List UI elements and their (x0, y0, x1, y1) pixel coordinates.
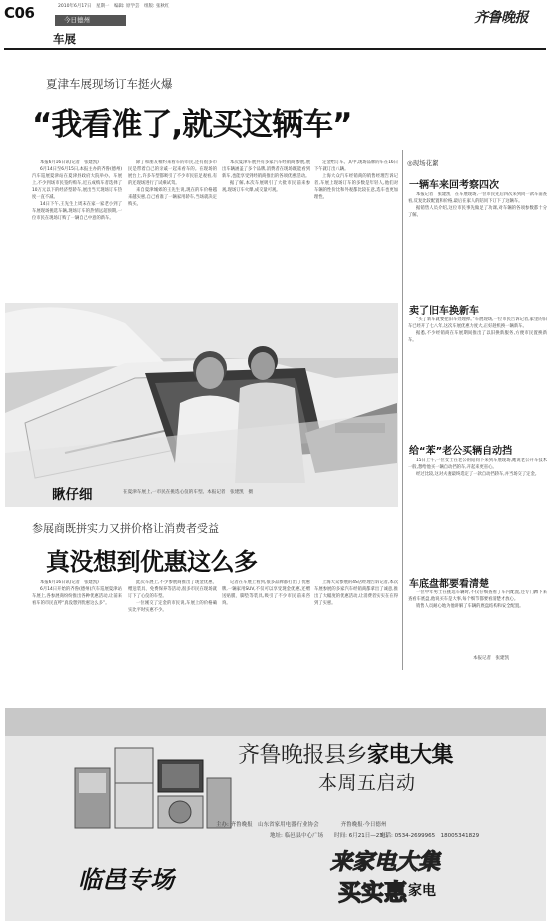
sidebar-paragraph: 据销售人员介绍,这位市民事先做足了功课,对车辆的各项参数都十分了解。 (408, 206, 547, 219)
sidebar-headline: 一辆车来回考察四次 (409, 180, 499, 191)
ad-title (238, 738, 453, 769)
masthead-logo: 齐鲁晚报 (474, 10, 528, 26)
ad-organizers: 主办: 齐鲁晚报 山东省家用电器行业协会 齐鲁晚报·今日德州 (216, 822, 387, 828)
sidebar-paragraph: 本报记者 张建凯 在车展现场,一位市民先后四次来到同一款车前查看,反复比较配置和价格,最后在家人的陪同下订下了这辆车。 (408, 192, 547, 204)
story1-subhead: 夏津车展现场订车挺火爆 (46, 77, 173, 91)
story1-paragraph: 定金给订车。其中,现场品牌的车在16日下午就订出八辆。 (314, 160, 398, 172)
ad-slogan-line2: 买实惠 (338, 880, 407, 906)
story2-paragraph: 上海大众参展的4S店经理告诉记者,本次车展参展的多家汽车经销商都拿出了诚意,推出了大幅度的优惠活动,让消费者实实在在得到了实惠。 (314, 580, 398, 606)
ad-slogan-line1: 来家电大集 (330, 849, 441, 875)
sidebar-signature: 本报记者 张建凯 (473, 656, 509, 661)
story1-paragraph: 本次夏津车展共有多家汽车经销商参展,展出车辆涵盖了多个品牌,消费者在现场既能看到新车,也能享受到经销商推出的各项优惠活动。 (222, 160, 310, 179)
ad-event-info: 地址: 临邑县中心广场 时间: 6月21日—23日 (270, 833, 389, 839)
story2-paragraph: 此次车展上,不少参展商推出了现金优惠、赠送装具、免费保养等活动,很多市民在现场就订下了心仪的车型。 (128, 580, 217, 599)
ad-top-band (5, 708, 546, 736)
story1-paragraph: 14日下午,王先生上周末在家一家老小到了车展现场挑选车辆,现场订车的热情远超预期,一位市民在现场订购了一辆自己中意的新车。 (32, 202, 122, 222)
story2-paragraph: 一位刚交了定金的市民说,车展上的价格确实比平时实惠不少。 (128, 601, 217, 614)
sidebar-paragraph: 经过比较,这对夫妻最终选定了一款自动挡轿车,并当场交了定金。 (416, 472, 540, 478)
sidebar-paragraph: 15日上午,一位女士在老公的陪同下来到车展现场,她说老公开车技术一般,想给他买一辆自动挡的车,开起来更省心。 (408, 458, 547, 470)
sidebar-headline: 车底盘都要看清楚 (409, 579, 489, 590)
sidebar-article (408, 317, 547, 429)
story1-column-2 (128, 160, 217, 302)
news-photo (5, 303, 398, 507)
story1-paragraph: 来自夏津城郊的王先生说,现在的车价格越来越实惠,自己看准了一辆家用轿车,当场就决定购买。 (128, 188, 217, 207)
sidebar-article (408, 590, 547, 652)
photo-caption-title: 瞅仔细 (52, 487, 93, 503)
page-number: C06 (4, 4, 35, 22)
advertisement (5, 708, 546, 921)
ad-venue-slogan: 临邑专场 (78, 865, 174, 894)
ad-brand-tag: 家电 (408, 883, 436, 899)
sidebar-headline: 给“苯”老公买辆自动挡 (409, 446, 513, 457)
story2-column-4 (314, 580, 398, 670)
story2-column-3 (222, 580, 310, 670)
story2-column-2 (128, 580, 217, 670)
sidebar-article (408, 458, 547, 566)
sidebar-paragraph: 据悉,不少经销商在车展期间推出了以旧换新服务,方便市民置换新车。 (408, 331, 547, 344)
sidebar-paragraph: 销售人员耐心地为他讲解了车辆的底盘结构和安全配置。 (416, 604, 524, 610)
ad-contact: 电话: 0534-2699965 18005341829 (380, 833, 480, 839)
sidebar-paragraph: 一位中年男士在挑选车辆时,不仅仔细查看了车内配置,还专门蹲下来查看车底盘,他说买车是大事,每个细节都要看清楚才放心。 (408, 590, 547, 602)
ad-subtitle: 本周五启动 (318, 772, 416, 794)
story2-column-1 (32, 580, 122, 670)
story1-column-3 (222, 160, 310, 302)
story1-paragraph: 据了解,本次车展吸引了大批市民前来参观,现场订车火爆,成交量可观。 (222, 181, 310, 194)
sidebar-article (408, 192, 547, 290)
sidebar-paragraph: “买了新车就要把旧车处理掉。”车展现场,一位市民告诉记者,家里的旧车已经开了七八年,这次车展优惠力度大,正好趁机换一辆新车。 (408, 317, 547, 329)
sidebar-headline: 卖了旧车换新车 (409, 306, 479, 317)
story2-paragraph: 6月14日开始的齐鲁(德州)汽车巡展夏津站车展上,各参展商纷纷推出各种优惠活动,让前来看车的市民直呼“真没想到优惠这么多”。 (32, 587, 122, 607)
story1-dateline: 本报6月16日讯(记者 张建凯) (40, 160, 99, 165)
story1-column-1 (32, 160, 122, 302)
appliances-illustration (70, 738, 235, 830)
story1-paragraph: 6月14日至6月15日,本报主办的齐鲁(德州)汽车巡展夏津站在夏津县政府大院举办。车展上,不少到场市民签约购车,近五成购车者选择了10万元以下的经济型轿车,展出当天现场订车热度一直不减。 (32, 167, 122, 201)
section-tab: 今日德州 (55, 15, 126, 26)
story1-paragraph: 除了和朋友相约来看车的市民,还有很多市民是带着自己的亲戚一起来看车的。在现场的展台上,许多车型都吸引了不少市民驻足观看,有的还现场进行了试乘试驾。 (128, 160, 217, 186)
story2-dateline: 本报6月16日讯(记者 张建凯) (40, 580, 99, 585)
header-rule (4, 48, 546, 50)
story1-headline: “我看准了,就买这辆车” (32, 107, 352, 143)
story2-headline: 真没想到优惠这么多 (46, 548, 258, 576)
ad-title-prefix: 齐鲁晚报县乡 (238, 743, 368, 768)
photo-caption: 在夏津车展上,一市民在挑选心仪的车型。本报记者 张建凯 摄 (123, 490, 254, 495)
issue-meta: 2010年6月17日 星期一 编辑: 原学芸 组版: 张秋红 (58, 4, 170, 9)
story1-paragraph: 上海大众汽车经销商的销售经理告诉记者,车展上现场订车的多数是年轻人,他们对车辆的性价比和外观都比较在意,选车也更加理性。 (314, 174, 398, 201)
story1-column-4 (314, 160, 398, 302)
ad-title-bold: 家电大集 (367, 743, 454, 768)
sidebar-tag: ◎现场花絮 (407, 159, 439, 167)
car-showroom-photo (5, 303, 398, 507)
story2-subhead: 参展商既拼实力又拼价格让消费者受益 (32, 522, 219, 535)
section-title: 车展 (53, 32, 76, 46)
story2-paragraph: 记者在车展上看到,很多品牌都打出了优惠牌,一辆家用SUV,不仅可以享受现金优惠,还赠送贴膜、脚垫等装具,吸引了不少市民前来咨询。 (222, 580, 310, 606)
column-divider (402, 150, 403, 670)
